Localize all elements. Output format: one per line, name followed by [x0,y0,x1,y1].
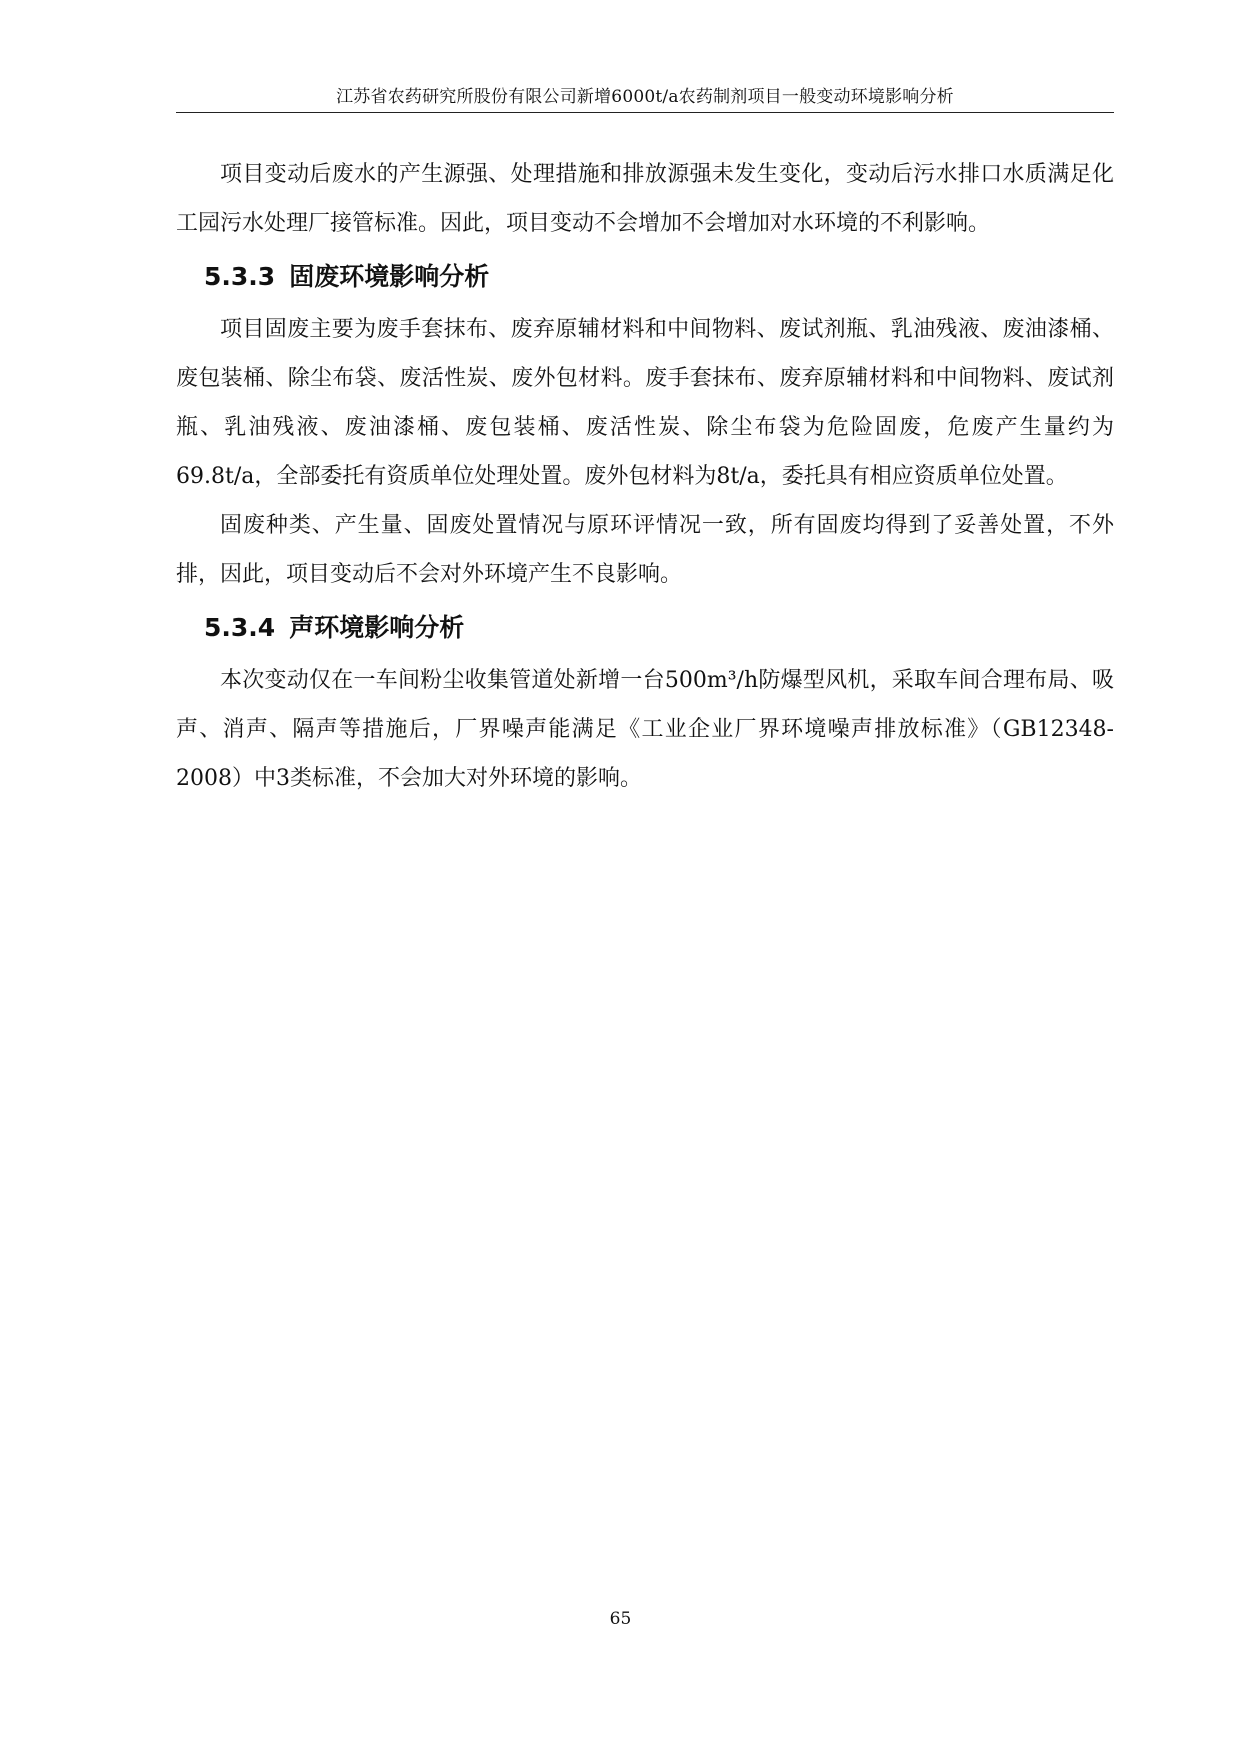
section-title: 固废环境影响分析 [289,262,490,291]
header-divider [176,112,1114,113]
section-number: 5.3.3 [204,262,276,291]
section-heading-5-3-4 [176,604,1114,652]
solid-waste-paragraph-2: 固废种类、产生量、固废处置情况与原环评情况一致，所有固废均得到了妥善处置，不外排，因此，项目变动后不会对外环境产生不良影响。 [176,513,1114,587]
document-body [176,150,1114,803]
running-header: 江苏省农药研究所股份有限公司新增6000t/a农药制剂项目一般变动环境影响分析 [336,87,954,107]
noise-paragraph-1: 本次变动仅在一车间粉尘收集管道处新增一台500m³/h防爆型风机，采取车间合理布局、吸声、消声、隔声等措施后，厂界噪声能满足《工业企业厂界环境噪声排放标准》（GB12348-2008）中3类标准，不会加大对外环境的影响。 [176,668,1114,791]
section-heading-5-3-3 [176,253,1114,301]
intro-paragraph: 项目变动后废水的产生源强、处理措施和排放源强未发生变化，变动后污水排口水质满足化工园污水处理厂接管标准。因此，项目变动不会增加不会增加对水环境的不利影响。 [176,162,1114,236]
solid-waste-paragraph-1: 项目固废主要为废手套抹布、废弃原辅材料和中间物料、废试剂瓶、乳油残液、废油漆桶、废包装桶、除尘布袋、废活性炭、废外包材料。废手套抹布、废弃原辅材料和中间物料、废试剂瓶、乳油残液、废油漆桶、废包装桶、废活性炭、除尘布袋为危险固废，危废产生量约为69.8t/a，全部委托有资质单位处理处置。废外包材料为8t/a，委托具有相应资质单位处置。 [176,317,1114,489]
page-number: 65 [609,1609,632,1629]
section-number: 5.3.4 [204,613,276,642]
section-title: 声环境影响分析 [289,613,465,642]
